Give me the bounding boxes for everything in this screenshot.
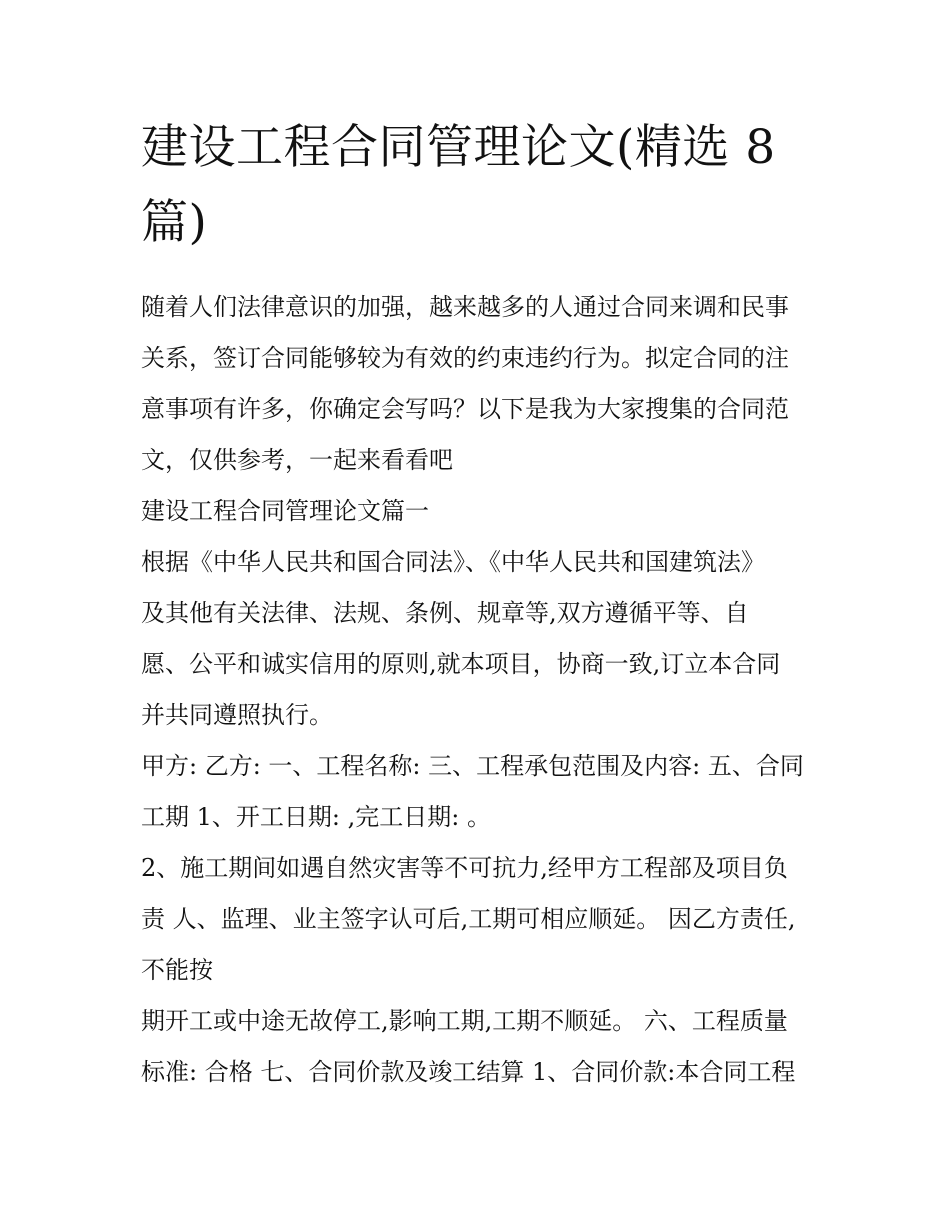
document-body	[141, 282, 813, 1098]
document-title-line-2: 篇)	[141, 195, 208, 250]
body-line: 文，仅供参考，一起来看看吧	[141, 446, 453, 474]
document-title-line-1: 建设工程合同管理论文(精选 8	[141, 120, 776, 175]
body-line: 关系，签订合同能够较为有效的约束违约行为。拟定合同的注	[141, 344, 789, 372]
body-line: 甲方: 乙方: 一、工程名称: 三、工程承包范围及内容: 五、合同	[141, 752, 804, 780]
body-line: 2、施工期间如遇自然灾害等不可抗力,经甲方工程部及项目负	[141, 854, 788, 882]
section-heading: 建设工程合同管理论文篇一	[141, 497, 429, 525]
body-line: 标准: 合格 七、合同价款及竣工结算 1、合同价款:本合同工程	[141, 1058, 796, 1086]
body-line: 期开工或中途无故停工,影响工期,工期不顺延。 六、工程质量	[141, 1007, 788, 1035]
body-line: 及其他有关法律、法规、条例、规章等,双方遵循平等、自	[141, 599, 749, 627]
body-line: 根据《中华人民共和国合同法》、《中华人民共和国建筑法》	[141, 548, 765, 576]
body-line: 随着人们法律意识的加强，越来越多的人通过合同来调和民事	[141, 293, 789, 321]
body-line: 不能按	[141, 956, 213, 984]
body-line: 愿、公平和诚实信用的原则,就本项目，协商一致,订立本合同	[141, 650, 781, 678]
document-title	[141, 110, 813, 260]
document-content	[141, 110, 813, 1098]
body-line: 责 人、监理、业主签字认可后,工期可相应顺延。 因乙方责任,	[141, 905, 796, 933]
body-line: 工期 1、开工日期: ,完工日期: 。	[141, 803, 491, 831]
body-line: 意事项有许多，你确定会写吗？以下是我为大家搜集的合同范	[141, 395, 789, 423]
body-line: 并共同遵照执行。	[141, 701, 333, 729]
